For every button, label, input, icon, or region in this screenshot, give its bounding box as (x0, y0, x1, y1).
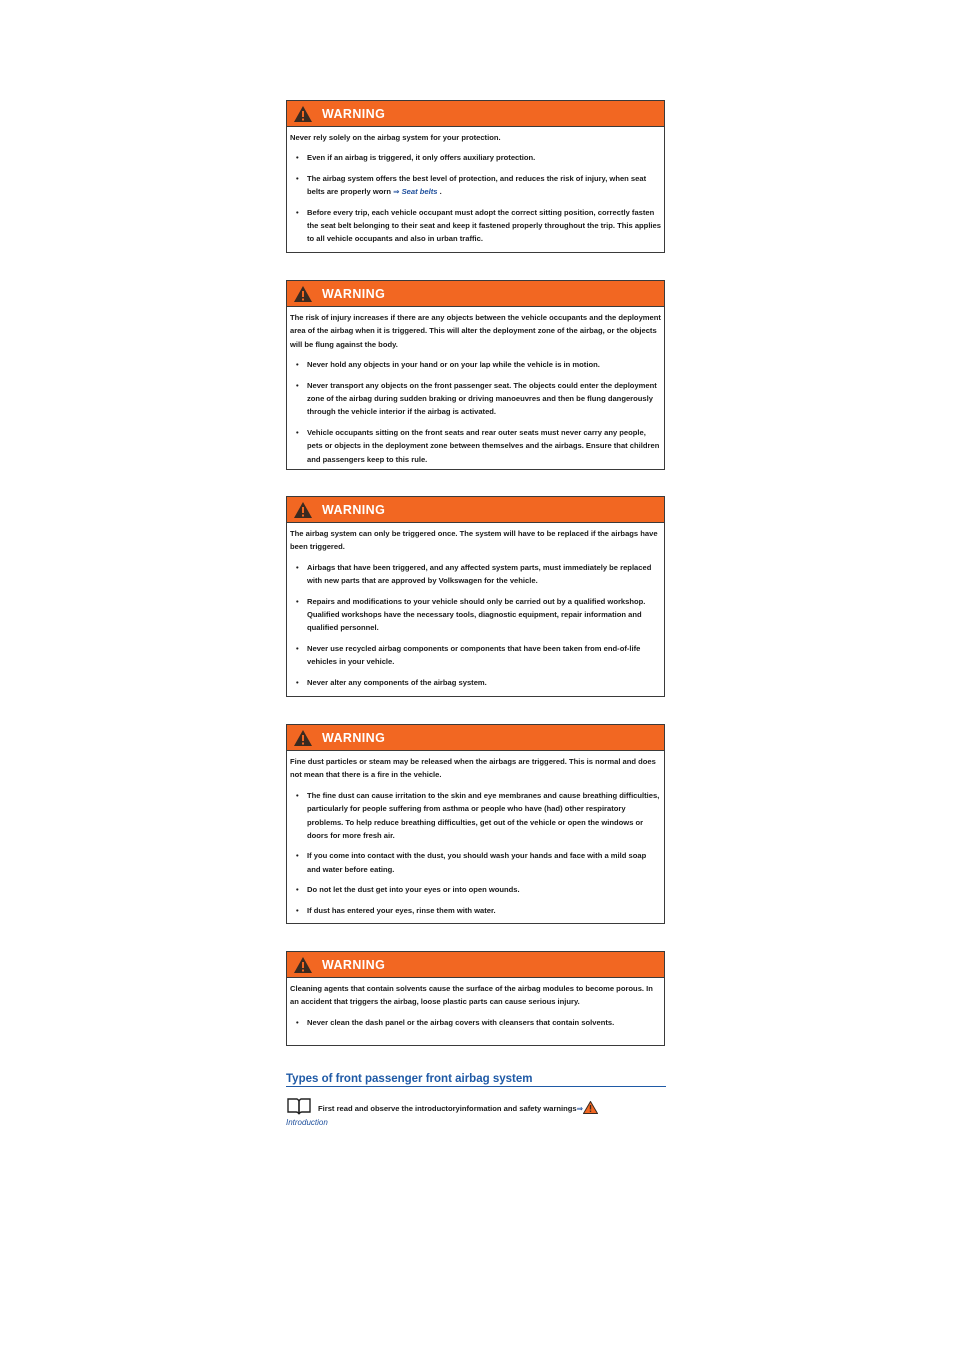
seat-belts-link[interactable]: ⇒ Seat belts (393, 187, 438, 197)
warning-box-4 (286, 724, 665, 924)
warning-item: • The airbag system offers the best level of protection, and reduces the risk of injury, when seat belts are properly worn ⇒ Seat belts . (290, 172, 661, 199)
warning-box-5 (286, 951, 665, 1046)
warning-intro: Never rely solely on the airbag system for your protection. (290, 133, 501, 142)
warning-intro: Fine dust particles or steam may be released when the airbags are triggered. This is normal and does not mean that there is a fire in the vehicle. (290, 757, 656, 780)
warning-item: • Never hold any objects in your hand or on your lap while the vehicle is in motion. (290, 358, 661, 371)
warning-triangle-icon (583, 1101, 598, 1114)
warning-header (287, 952, 664, 978)
warning-triangle-icon (293, 956, 313, 974)
warning-item: • Before every trip, each vehicle occupant must adopt the correct sitting position, correctly fasten the seat belt belonging to their seat and keep it fastened properly throughout the trip. This applies to all vehicle occupants and also in urban traffic. (290, 206, 661, 246)
warning-item: • Never clean the dash panel or the airbag covers with cleansers that contain solvents. (290, 1016, 661, 1029)
open-book-icon (286, 1097, 312, 1115)
warning-item: • Airbags that have been triggered, and any affected system parts, must immediately be replaced with new parts that are approved by Volkswagen for the vehicle. (290, 561, 661, 588)
warning-item: • Vehicle occupants sitting on the front seats and rear outer seats must never carry any people, pets or objects in the deployment zone between themselves and the airbags. Ensure that children and passengers keep to this rule. (290, 426, 661, 466)
warning-item: • The fine dust can cause irritation to the skin and eye membranes and cause breathing difficulties, particularly for people suffering from asthma or people who have (had) other respiratory problems. To help reduce breathing difficulties, get out of the vehicle or open the windows or doors for more fresh air. (290, 789, 661, 843)
warning-header (287, 281, 664, 307)
warning-box-1 (286, 100, 665, 253)
warning-triangle-icon (293, 285, 313, 303)
warning-title: WARNING (322, 502, 386, 517)
warning-title: WARNING (322, 286, 386, 301)
warning-header (287, 101, 664, 127)
warning-triangle-icon (293, 105, 313, 123)
warning-intro: Cleaning agents that contain solvents cause the surface of the airbag modules to become porous. In an accident that triggers the airbag, loose plastic parts can cause serious injury. (290, 984, 653, 1007)
warning-title: WARNING (322, 106, 386, 121)
warning-item: • Never transport any objects on the front passenger seat. The objects could enter the deployment zone of the airbag during sudden braking or driving manoeuvres and then be flung dangerously through the vehicle interior if the airbag is activated. (290, 379, 661, 419)
warning-item: • Never alter any components of the airbag system. (290, 676, 661, 689)
note-text: First read and observe the introductoryinformation and safety warnings⇒ (318, 1101, 598, 1115)
warning-box-2 (286, 280, 665, 470)
warning-triangle-icon (293, 729, 313, 747)
warning-item: • If you come into contact with the dust, you should wash your hands and face with a mild soap and water before eating. (290, 849, 661, 876)
warning-item: • If dust has entered your eyes, rinse them with water. (290, 904, 661, 917)
warning-title: WARNING (322, 730, 386, 745)
warning-intro: The risk of injury increases if there are any objects between the vehicle occupants and the deployment area of the airbag when it is triggered. This will alter the deployment zone of the airbag, or the objects will be flung against the body. (290, 313, 661, 349)
warning-item: • Repairs and modifications to your vehicle should only be carried out by a qualified workshop. Qualified workshops have the necessary tools, diagnostic equipment, repair information and qualified personnel. (290, 595, 661, 635)
warning-intro: The airbag system can only be triggered once. The system will have to be replaced if the airbags have been triggered. (290, 529, 658, 552)
warning-box-3 (286, 496, 665, 697)
warning-item: • Never use recycled airbag components or components that have been taken from end-of-life vehicles in your vehicle. (290, 642, 661, 669)
warning-item: • Even if an airbag is triggered, it only offers auxiliary protection. (290, 151, 661, 164)
warning-item: • Do not let the dust get into your eyes or into open wounds. (290, 883, 661, 896)
warning-header (287, 725, 664, 751)
intro-note (286, 1097, 666, 1115)
warning-title: WARNING (322, 957, 386, 972)
warning-header (287, 497, 664, 523)
introduction-link[interactable]: Introduction (286, 1118, 328, 1127)
warning-triangle-icon (293, 501, 313, 519)
section-heading: Types of front passenger front airbag system (286, 1073, 666, 1087)
